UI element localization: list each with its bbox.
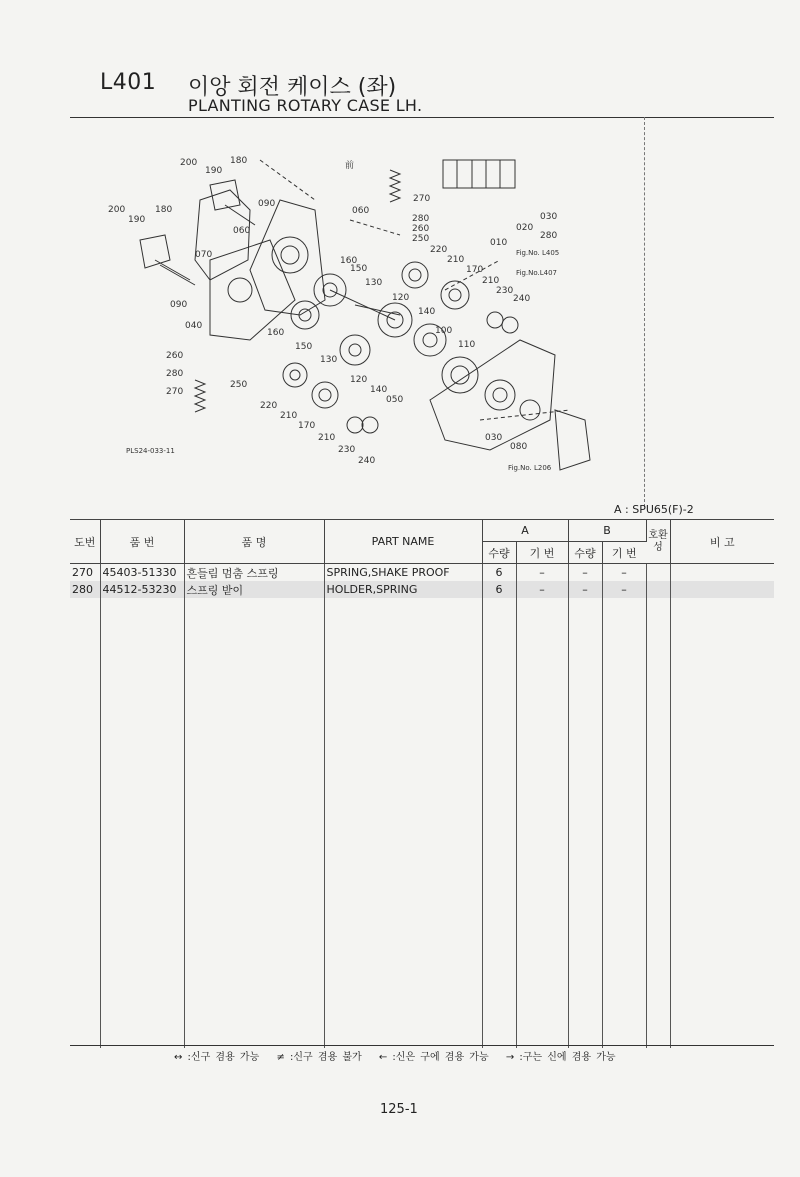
cell-part-name: SPRING,SHAKE PROOF: [324, 564, 482, 582]
svg-text:240: 240: [358, 456, 376, 466]
svg-text:020: 020: [516, 223, 534, 233]
cell-part-number: 45403-51330: [100, 564, 184, 582]
svg-text:030: 030: [540, 212, 558, 222]
svg-text:180: 180: [230, 156, 248, 166]
svg-text:100: 100: [435, 326, 453, 336]
svg-text:150: 150: [295, 342, 313, 352]
svg-text:190: 190: [205, 166, 223, 176]
parts-table: [70, 519, 774, 1048]
legend-not-compatible: ≠ :신구 겸용 불가: [276, 1052, 362, 1063]
svg-text:110: 110: [458, 340, 476, 350]
header-part-name: PART NAME: [324, 520, 482, 564]
svg-text:010: 010: [490, 238, 508, 248]
front-mark: 前: [345, 161, 355, 171]
header-part-number: 품 번: [100, 520, 184, 564]
svg-text:280: 280: [412, 214, 430, 224]
fig-ref-l407: Fig.No.L407: [516, 269, 558, 277]
svg-text:180: 180: [155, 205, 173, 215]
svg-text:040: 040: [185, 321, 203, 331]
header-qty-a: 수량: [482, 542, 516, 564]
svg-text:210: 210: [482, 276, 500, 286]
legend-old-for-new: → :구는 신에 겸용 가능: [505, 1052, 616, 1063]
exploded-parts-diagram: [100, 140, 600, 490]
page-title-korean: 이앙 회전 케이스 (좌): [188, 75, 397, 100]
svg-text:120: 120: [350, 375, 368, 385]
header-no: 도번: [70, 520, 100, 564]
cell-qty-a: 6: [482, 581, 516, 598]
svg-text:250: 250: [230, 380, 248, 390]
legend-both-ways: ↔ :신구 겸용 가능: [174, 1052, 260, 1063]
svg-text:230: 230: [338, 445, 356, 455]
svg-text:240: 240: [513, 294, 531, 304]
header-remarks: 비 고: [670, 520, 774, 564]
table-empty-space: [70, 598, 774, 1048]
svg-text:030: 030: [485, 433, 503, 443]
svg-text:220: 220: [430, 245, 448, 255]
cell-no: 280: [70, 581, 100, 598]
svg-text:050: 050: [386, 395, 404, 405]
svg-text:260: 260: [166, 351, 184, 361]
svg-text:170: 170: [466, 265, 484, 275]
cell-part-name: HOLDER,SPRING: [324, 581, 482, 598]
page-number: 125-1: [380, 1102, 418, 1117]
svg-text:080: 080: [510, 442, 528, 452]
cell-name-korean: 흔들림 멈춤 스프링: [184, 564, 324, 582]
cell-interchange: [646, 581, 670, 598]
svg-text:190: 190: [128, 215, 146, 225]
svg-text:280: 280: [166, 369, 184, 379]
cell-base-a: –: [516, 564, 568, 582]
footer-rule: [70, 1045, 774, 1046]
svg-text:090: 090: [258, 199, 276, 209]
page-title-english: PLANTING ROTARY CASE LH.: [188, 96, 423, 115]
variant-label: A : SPU65(F)-2: [614, 503, 694, 516]
diagram-drawing: [100, 140, 600, 490]
cell-name-korean: 스프링 받이: [184, 581, 324, 598]
cell-remarks: [670, 564, 774, 582]
table-row: [70, 564, 774, 582]
header-group-a: A: [482, 520, 568, 542]
cell-interchange: [646, 564, 670, 582]
svg-text:250: 250: [412, 234, 430, 244]
svg-text:270: 270: [413, 194, 431, 204]
cell-base-b: –: [602, 581, 646, 598]
svg-text:160: 160: [267, 328, 285, 338]
cell-remarks: [670, 581, 774, 598]
figure-number: L401: [100, 70, 157, 95]
cell-base-a: –: [516, 581, 568, 598]
svg-text:270: 270: [166, 387, 184, 397]
svg-text:200: 200: [108, 205, 126, 215]
svg-text:130: 130: [365, 278, 383, 288]
svg-text:090: 090: [170, 300, 188, 310]
cell-qty-b: –: [568, 564, 602, 582]
svg-text:140: 140: [418, 307, 436, 317]
table-row: [70, 581, 774, 598]
svg-text:280: 280: [540, 231, 558, 241]
header-interchange: 호환성: [646, 520, 670, 564]
svg-text:130: 130: [320, 355, 338, 365]
svg-text:060: 060: [233, 226, 251, 236]
cell-base-b: –: [602, 564, 646, 582]
header-qty-b: 수량: [568, 542, 602, 564]
compatibility-legend: [174, 1048, 628, 1063]
header-name-korean: 품 명: [184, 520, 324, 564]
fig-ref-l206: Fig.No. L206: [508, 464, 552, 472]
legend-new-for-old: ← :신은 구에 겸용 가능: [378, 1052, 489, 1063]
header-group-b: B: [568, 520, 646, 542]
dashed-divider: [644, 117, 645, 507]
cell-qty-a: 6: [482, 564, 516, 582]
svg-text:150: 150: [350, 264, 368, 274]
svg-text:060: 060: [352, 206, 370, 216]
svg-text:210: 210: [318, 433, 336, 443]
header-base-b: 기 번: [602, 542, 646, 564]
svg-text:170: 170: [298, 421, 316, 431]
cell-no: 270: [70, 564, 100, 582]
svg-text:230: 230: [496, 286, 514, 296]
svg-text:210: 210: [447, 255, 465, 265]
cell-qty-b: –: [568, 581, 602, 598]
fig-ref-l405: Fig.No. L405: [516, 249, 560, 257]
header-rule: [70, 117, 774, 118]
cell-part-number: 44512-53230: [100, 581, 184, 598]
svg-text:120: 120: [392, 293, 410, 303]
svg-text:160: 160: [340, 256, 358, 266]
svg-text:260: 260: [412, 224, 430, 234]
header-base-a: 기 번: [516, 542, 568, 564]
svg-text:220: 220: [260, 401, 278, 411]
svg-text:210: 210: [280, 411, 298, 421]
svg-text:070: 070: [195, 250, 213, 260]
svg-text:140: 140: [370, 385, 388, 395]
diagram-code: PLS24-033-11: [126, 447, 175, 455]
svg-text:200: 200: [180, 158, 198, 168]
